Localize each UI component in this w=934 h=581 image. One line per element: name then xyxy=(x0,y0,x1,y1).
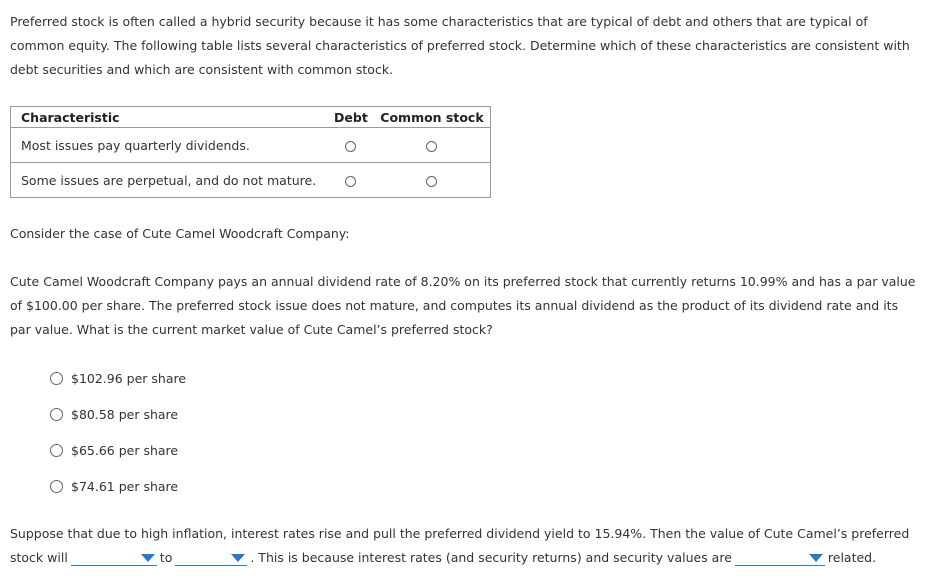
inflation-text-part1: Suppose that due to high inflation, interest rates rise and pull the preferred dividend yield to 15.94%. Then the value of Cute Camel’s preferred stock will xyxy=(10,526,910,565)
inflation-text-part3: . This is because interest rates (and security returns) and security values are xyxy=(250,550,732,565)
option-label: $102.96 per share xyxy=(71,370,187,386)
option-radio[interactable] xyxy=(50,480,63,493)
intro-paragraph: Preferred stock is often called a hybrid security because it has some characteristics that are typical of debt and others that are typical of common equity. The following table lists several characteristics of preferred stock. Determine which of these characteristics are consistent with debt securities and which are consistent with common stock. xyxy=(10,14,910,77)
header-common-stock: Common stock xyxy=(374,107,491,128)
debt-cell xyxy=(328,163,374,198)
debt-cell xyxy=(328,128,374,163)
option-radio[interactable] xyxy=(50,444,63,457)
inflation-question xyxy=(10,522,920,570)
common-stock-radio-row2[interactable] xyxy=(426,176,437,187)
debt-radio-row2[interactable] xyxy=(345,176,356,187)
characteristic-label: Most issues pay quarterly dividends. xyxy=(11,128,328,163)
header-characteristic: Characteristic xyxy=(11,107,328,128)
common-stock-cell xyxy=(374,128,491,163)
option-radio[interactable] xyxy=(50,408,63,421)
question-text: Cute Camel Woodcraft Company pays an annual dividend rate of 8.20% on its preferred stock that currently returns 10.99% and has a par value of $100.00 per share. The preferred stock issue does not mature, and computes its annual dividend as the product of its dividend rate and its par value. What is the current market value of Cute Camel’s preferred stock? xyxy=(10,274,916,337)
answer-option[interactable] xyxy=(50,432,186,468)
table-row xyxy=(11,163,491,198)
chevron-down-icon xyxy=(809,554,823,562)
inflation-text-part2: to xyxy=(159,550,173,565)
common-stock-cell xyxy=(374,163,491,198)
answer-options xyxy=(50,360,186,504)
table-header-row xyxy=(11,107,491,128)
debt-radio-row1[interactable] xyxy=(345,141,356,152)
value-change-dropdown[interactable] xyxy=(71,551,157,566)
option-label: $65.66 per share xyxy=(71,442,179,458)
answer-option[interactable] xyxy=(50,396,186,432)
option-label: $80.58 per share xyxy=(71,406,179,422)
new-value-dropdown[interactable] xyxy=(175,551,247,566)
relationship-dropdown[interactable] xyxy=(735,551,825,566)
characteristic-label: Some issues are perpetual, and do not mature. xyxy=(21,172,317,188)
inflation-text-part4: related. xyxy=(827,550,877,565)
characteristics-table xyxy=(10,106,491,198)
chevron-down-icon xyxy=(141,554,155,562)
common-stock-radio-row1[interactable] xyxy=(426,141,437,152)
option-label: $74.61 per share xyxy=(71,478,179,494)
header-debt: Debt xyxy=(328,107,374,128)
chevron-down-icon xyxy=(231,554,245,562)
answer-option[interactable] xyxy=(50,468,186,504)
table-row xyxy=(11,128,491,163)
case-intro-text: Consider the case of Cute Camel Woodcraft Company: xyxy=(10,226,350,241)
answer-option[interactable] xyxy=(50,360,186,396)
option-radio[interactable] xyxy=(50,372,63,385)
